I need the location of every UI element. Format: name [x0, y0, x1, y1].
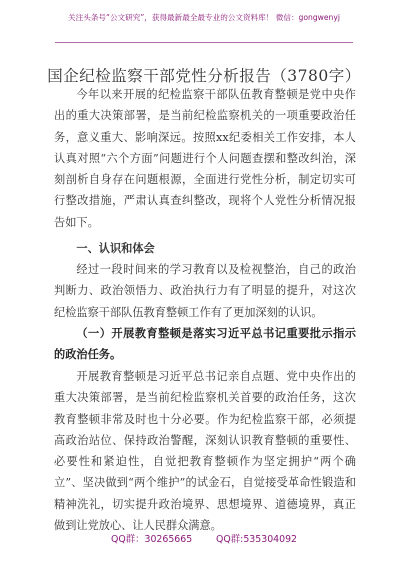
subsection-heading-text: （一）开展教育整顿是落实习近平总书记重要批示指示的政治任务。 — [54, 326, 356, 362]
paragraph-understanding: 经过一段时间来的学习教育以及检视整治，自己的政治判断力、政治领悟力、政治执行力有了明显的提升，对这次纪检监察干部队伍教育整顿工作有了更加深刻的认识。 — [54, 263, 356, 319]
header-note: 关注头条号“公文研究”，获得最新最全最专业的公文资料库！ 微信：gongwenyj — [68, 13, 340, 22]
section-heading-1 — [54, 238, 356, 259]
header-divider — [55, 42, 353, 43]
paragraph-block-2 — [54, 259, 356, 323]
document-title: 国企纪检监察干部党性分析报告（3780字） — [47, 67, 361, 85]
paragraph-rectification: 开展教育整顿是习近平总书记亲自点题、党中央作出的重大决策部署，是当前纪检监察机关首要的政治任务，这次教育整顿非常及时也十分必要。作为纪检监察干部，必须提高政治站位、保持政治警醒，深刻认识教育整顿的重要性、必要性和紧迫性，自觉把教育整顿作为坚定拥护“两个确立”、坚决做到“两个维护”的试金石，自觉接受革命性锻造和精神洗礼，切实提升政治境界、思想境界、道德境界，真正做到让党放心、让人民群众满意。 — [54, 370, 356, 533]
section-heading-text: 一、认识和体会 — [76, 241, 155, 255]
subsection-heading-1 — [54, 323, 356, 366]
document-body — [54, 84, 356, 233]
paragraph-block-3 — [54, 366, 356, 536]
footer-qq-2: QQ群:535304092 — [216, 534, 298, 545]
footer-qq-1: QQ群：30265665 — [110, 534, 193, 545]
paragraph-intro: 今年以来开展的纪检监察干部队伍教育整顿是党中央作出的重大决策部署，是当前纪检监察机关的一项重要政治任务，意义重大、影响深远。按照xx纪委相关工作安排，本人认真对照“六个方面”问题进行个人问题查摆和整改纠治，深刻剖析自身存在问题根源，全面进行党性分析，制定切实可行整改措施，严肃认真查纠整改，现将个人党性分析情况报告如下。 — [54, 88, 356, 229]
footer-qq-groups — [0, 531, 408, 545]
